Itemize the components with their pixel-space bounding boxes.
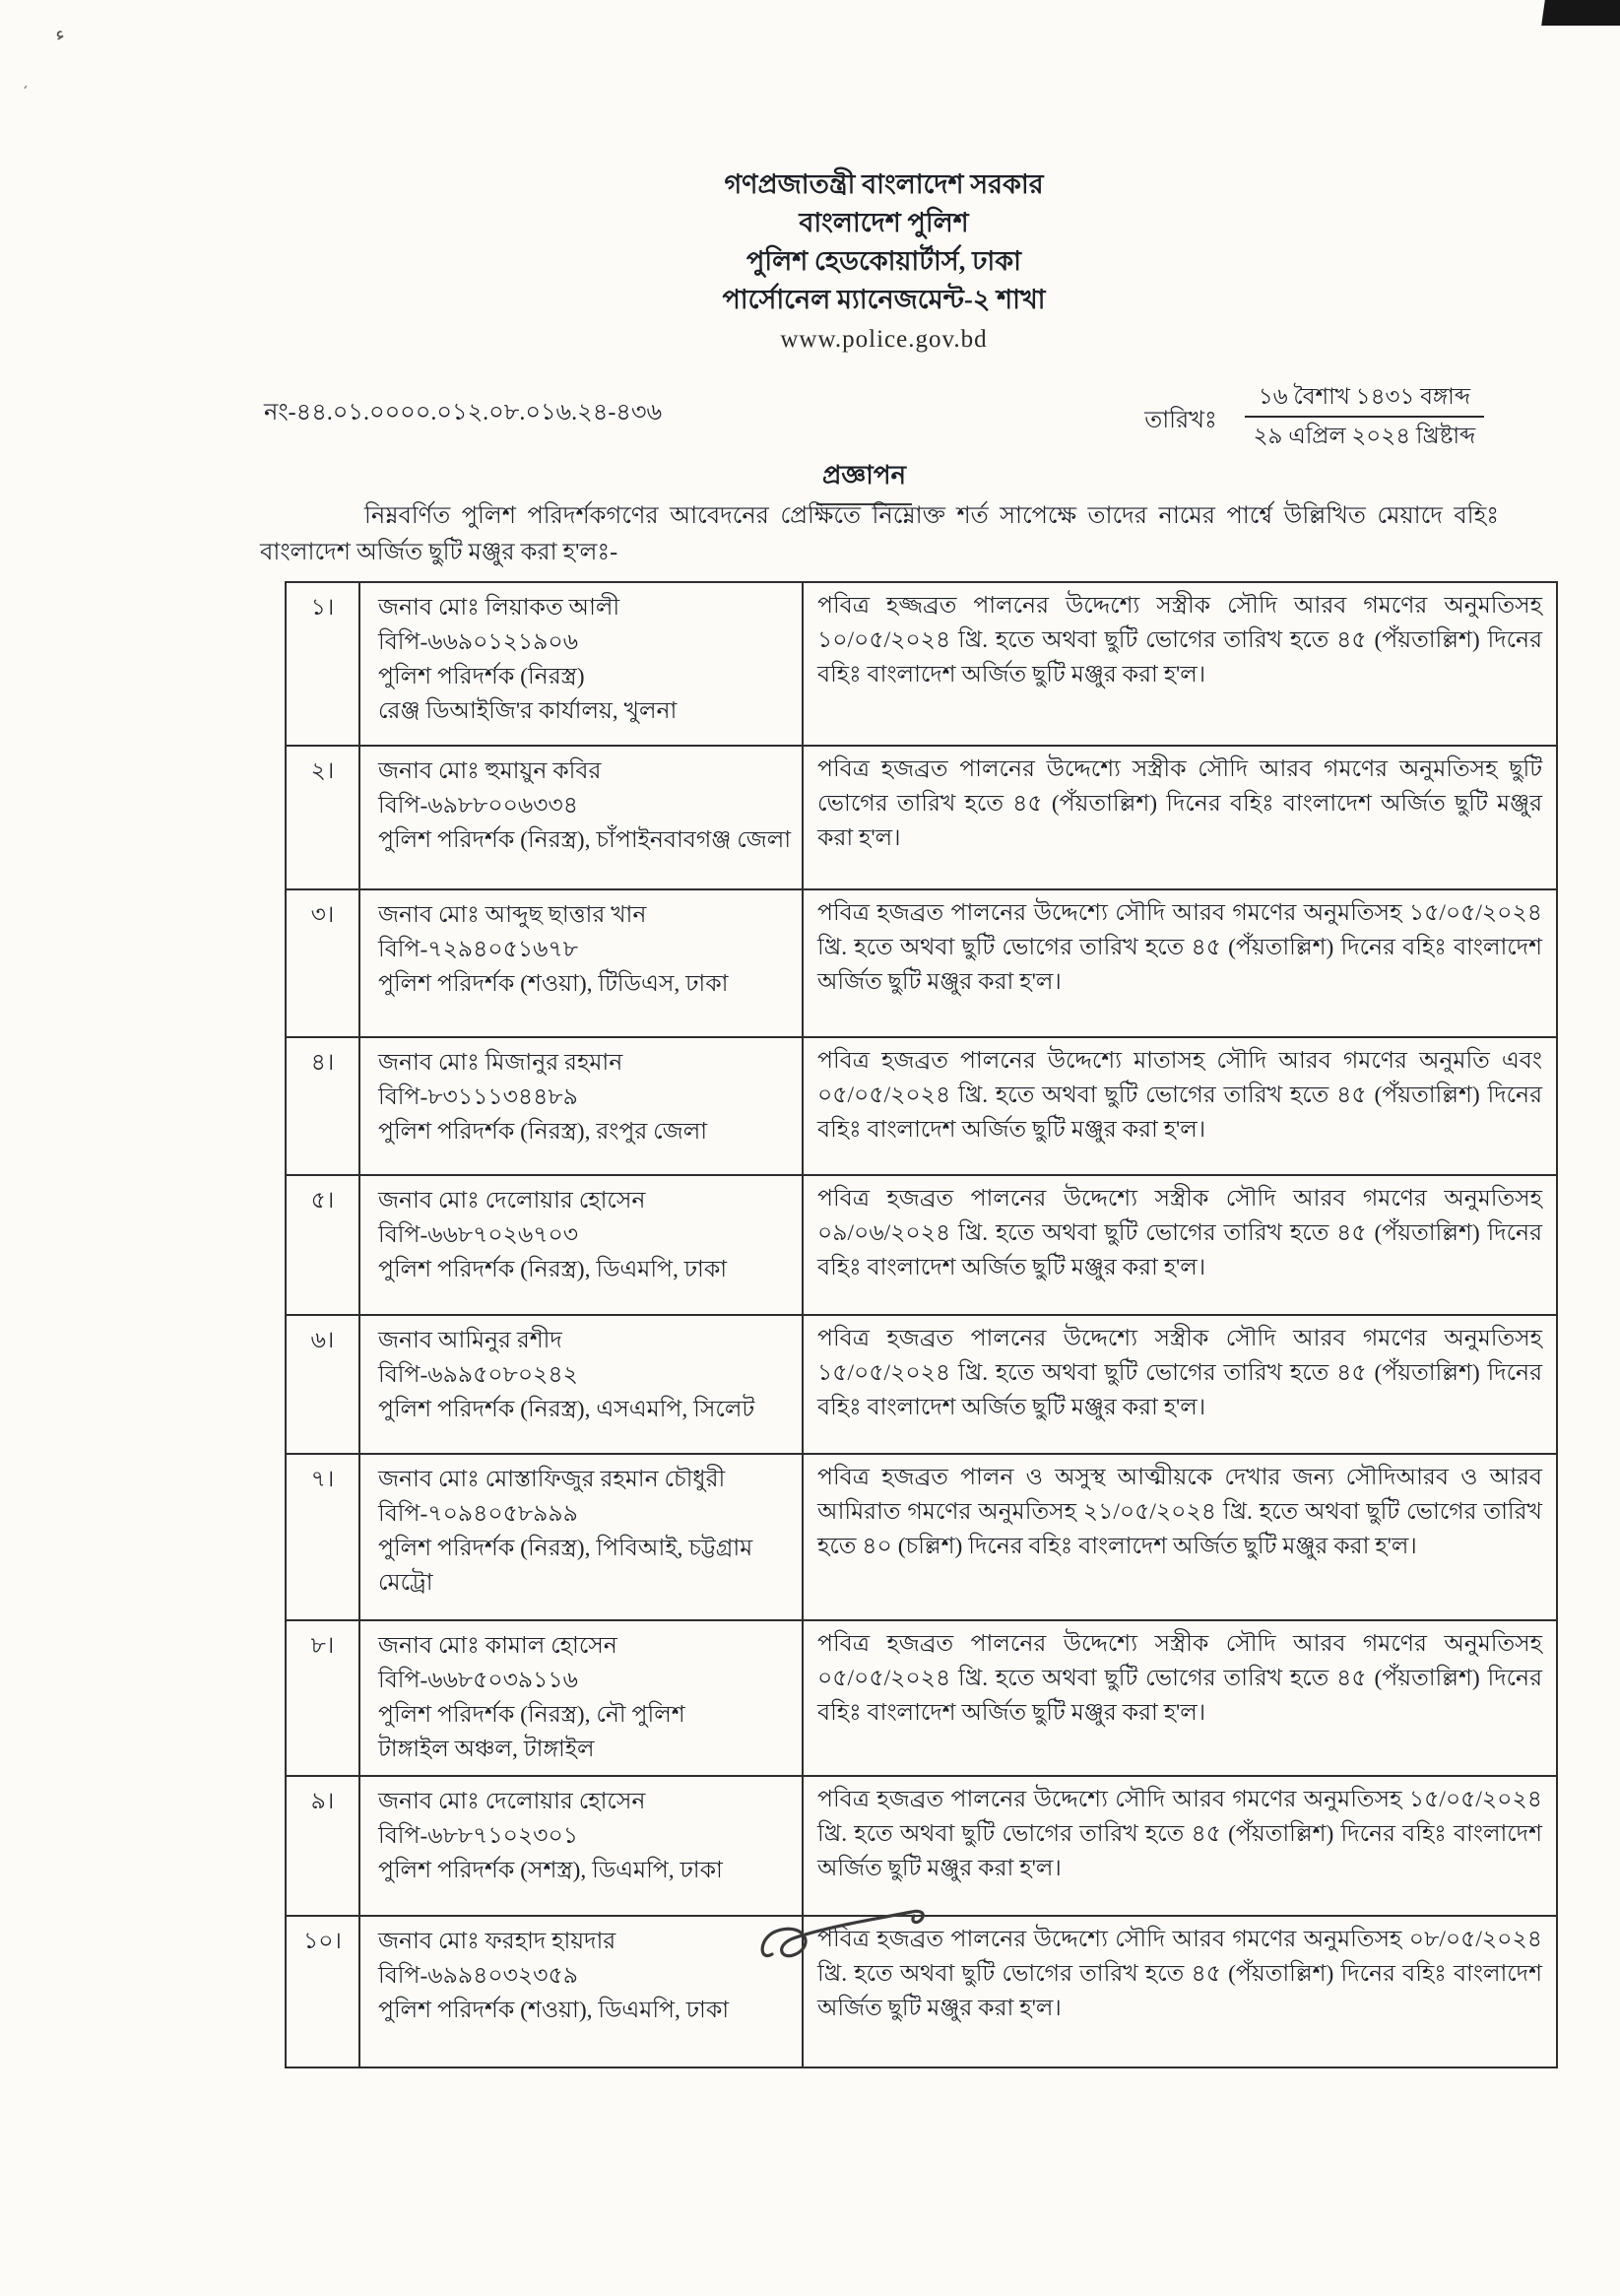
table-row [286,889,1557,1037]
officer-line: পুলিশ পরিদর্শক (নিরস্ত্র), নৌ পুলিশ [378,1702,685,1728]
order-cell: পবিত্র হজব্রত পালনের উদ্দেশ্যে সস্ত্রীক সৌদি আরব গমণের অনুমতিসহ ছুটি ভোগের তারিখ হতে ৪৫ (পঁয়তাল্লিশ) দিনের বহিঃ বাংলাদেশ অর্জিত ছুটি মঞ্জুর করা হ'ল। [803,746,1557,889]
pen-mark: ، [22,77,31,94]
website-url: www.police.gov.bd [780,326,988,353]
serial-cell: ৪। [286,1037,359,1175]
govt-name: গণপ্রজাতন্ত্রী বাংলাদেশ সরকার [724,169,1044,199]
officer-line: পুলিশ পরিদর্শক (নিরস্ত্র), ডিএমপি, ঢাকা [378,1257,728,1282]
officer-line: বিপি-৬৯৯৫০৮০২৪২ [378,1362,578,1388]
serial-cell: ২। [286,746,359,889]
officer-line: জনাব মোঃ কামাল হোসেন [378,1633,617,1659]
officer-line: বিপি-৭২৯৪০৫১৬৭৮ [378,937,578,962]
officer-line: বিপি-৬৬৯০১২১৯০৬ [378,629,578,655]
order-cell: পবিত্র হজব্রত পালনের উদ্দেশ্যে সস্ত্রীক সৌদি আরব গমণের অনুমতিসহ ০৯/০৬/২০২৪ খ্রি. হতে অথবা ছুটি ভোগের তারিখ হতে ৪৫ (পঁয়তাল্লিশ) দিনের বহিঃ বাংলাদেশ অর্জিত ছুটি মঞ্জুর করা হ'ল। [803,1175,1557,1315]
order-cell: পবিত্র হজব্রত পালনের উদ্দেশ্যে সৌদি আরব গমণের অনুমতিসহ ১৫/০৫/২০২৪ খ্রি. হতে অথবা ছুটি ভোগের তারিখ হতে ৪৫ (পঁয়তাল্লিশ) দিনের বহিঃ বাংলাদেশ অর্জিত ছুটি মঞ্জুর করা হ'ল। [803,1776,1557,1916]
order-cell: পবিত্র হজব্রত পালনের উদ্দেশ্যে মাতাসহ সৌদি আরব গমণের অনুমতি এবং ০৫/০৫/২০২৪ খ্রি. হতে অথবা ছুটি ভোগের তারিখ হতে ৪৫ (পঁয়তাল্লিশ) দিনের বহিঃ বাংলাদেশ অর্জিত ছুটি মঞ্জুর করা হ'ল। [803,1037,1557,1175]
date-gregorian: ২৯ এপ্রিল ২০২৪ খ্রিষ্টাব্দ [1253,424,1476,448]
officer-line: টাঙ্গাইল অঞ্চল, টাঙ্গাইল [378,1737,595,1762]
officer-line: পুলিশ পরিদর্শক (শওয়া), টিডিএস, ঢাকা [378,971,729,997]
date-bangla: ১৬ বৈশাখ ১৪৩১ বঙ্গাব্দ [1245,382,1484,418]
intro-paragraph: নিম্নবর্ণিত পুলিশ পরিদর্শকগণের আবেদনের প্রেক্ষিতে নিম্নোক্ত শর্ত সাপেক্ষে তাদের নামের পার্শ্বে উল্লিখিত মেয়াদে বহিঃ বাংলাদেশ অর্জিত ছুটি মঞ্জুর করা হ'লঃ- [260,503,1499,565]
table-row [286,1454,1557,1620]
officer-line: পুলিশ পরিদর্শক (নিরস্ত্র), এসএমপি, সিলেট [378,1397,755,1422]
officer-line: বিপি-৬৯৮৮০০৬৩৩৪ [378,793,578,819]
officer-cell [359,1776,803,1916]
order-cell: পবিত্র হজব্রত পালনের উদ্দেশ্যে সস্ত্রীক সৌদি আরব গমণের অনুমতিসহ ০৫/০৫/২০২৪ খ্রি. হতে অথবা ছুটি ভোগের তারিখ হতে ৪৫ (পঁয়তাল্লিশ) দিনের বহিঃ বাংলাদেশ অর্জিত ছুটি মঞ্জুর করা হ'ল। [803,1620,1557,1776]
document-title: প্রজ্ঞাপন [0,455,1620,505]
officer-line: জনাব মোঃ আব্দুছ ছাত্তার খান [378,902,647,928]
officer-cell [359,1916,803,2067]
order-cell: পবিত্র হজব্রত পালন ও অসুস্থ আত্মীয়কে দেখার জন্য সৌদিআরব ও আরব আমিরাত গমণের অনুমতিসহ ২১/০৫/২০২৪ খ্রি. হতে অথবা ছুটি ভোগের তারিখ হতে ৪০ (চল্লিশ) দিনের বহিঃ বাংলাদেশ অর্জিত ছুটি মঞ্জুর করা হ'ল। [803,1454,1557,1620]
leave-approval-table [285,581,1558,2068]
serial-cell: ৫। [286,1175,359,1315]
officer-line: বিপি-৬৮৮৭১০২৩০১ [378,1823,578,1849]
officer-line: পুলিশ পরিদর্শক (নিরস্ত্র) [378,664,585,689]
serial-cell: ৬। [286,1315,359,1454]
officer-line: বিপি-৮৩১১১৩৪৪৮৯ [378,1084,578,1110]
officer-line: বিপি-৭০৯৪০৫৮৯৯৯ [378,1501,578,1527]
officer-line: জনাব মোঃ লিয়াকত আলী [378,595,620,621]
order-cell: পবিত্র হজব্রত পালনের উদ্দেশ্যে সস্ত্রীক সৌদি আরব গমণের অনুমতিসহ ১৫/০৫/২০২৪ খ্রি. হতে অথবা ছুটি ভোগের তারিখ হতে ৪৫ (পঁয়তাল্লিশ) দিনের বহিঃ বাংলাদেশ অর্জিত ছুটি মঞ্জুর করা হ'ল। [803,1315,1557,1454]
office-name: পুলিশ হেডকোয়ার্টার্স, ঢাকা [746,246,1021,276]
serial-cell: ১০। [286,1916,359,2067]
leave-table-body [286,582,1557,2067]
serial-cell: ৭। [286,1454,359,1620]
table-row [286,1776,1557,1916]
table-row [286,1175,1557,1315]
officer-line: বিপি-৬৬৮৭০২৬৭০৩ [378,1222,579,1248]
serial-cell: ৯। [286,1776,359,1916]
date-block [1144,382,1484,451]
order-cell: পবিত্র হজব্রত পালনের উদ্দেশ্যে সৌদি আরব গমণের অনুমতিসহ ০৮/০৫/২০২৪ খ্রি. হতে অথবা ছুটি ভোগের তারিখ হতে ৪৫ (পঁয়তাল্লিশ) দিনের বহিঃ বাংলাদেশ অর্জিত ছুটি মঞ্জুর করা হ'ল। [803,1916,1557,2067]
officer-line: জনাব মোঃ দেলোয়ার হোসেন [378,1789,646,1814]
letterhead [148,165,1620,358]
officer-line: পুলিশ পরিদর্শক (শওয়া), ডিএমপি, ঢাকা [378,1998,730,2023]
scan-corner-artifact [1541,0,1620,26]
officer-cell [359,1454,803,1620]
date-stack [1245,382,1484,451]
officer-line: পুলিশ পরিদর্শক (সশস্ত্র), ডিএমপি, ঢাকা [378,1858,723,1883]
order-cell: পবিত্র হজ্জব্রত পালনের উদ্দেশ্যে সস্ত্রীক সৌদি আরব গমণের অনুমতিসহ ১০/০৫/২০২৪ খ্রি. হতে অথবা ছুটি ভোগের তারিখ হতে ৪৫ (পঁয়তাল্লিশ) দিনের বহিঃ বাংলাদেশ অর্জিত ছুটি মঞ্জুর করা হ'ল। [803,582,1557,746]
officer-cell [359,1315,803,1454]
officer-line: পুলিশ পরিদর্শক (নিরস্ত্র), রংপুর জেলা [378,1119,708,1145]
pen-mark: ء [53,23,67,46]
table-row [286,1315,1557,1454]
officer-cell [359,1620,803,1776]
org-name: বাংলাদেশ পুলিশ [799,208,969,237]
officer-line: পুলিশ পরিদর্শক (নিরস্ত্র), চাঁপাইনবাবগঞ্জ জেলা [378,827,792,853]
serial-cell: ৮। [286,1620,359,1776]
officer-cell [359,889,803,1037]
officer-cell [359,746,803,889]
branch-name: পার্সোনেল ম্যানেজমেন্ট-২ শাখা [722,285,1046,314]
officer-cell [359,1037,803,1175]
officer-line: বিপি-৬৬৮৫০৩৯১১৬ [378,1668,578,1693]
officer-line: জনাব আমিনুর রশীদ [378,1328,562,1353]
officer-line: জনাব মোঃ হুমায়ুন কবির [378,758,602,784]
officer-line: জনাব মোঃ ফরহাদ হায়দার [378,1929,616,1954]
officer-cell [359,1175,803,1315]
table-row [286,1037,1557,1175]
officer-line: বিপি-৬৯৯৪০৩২৩৫৯ [378,1963,578,1989]
memo-number: নং-৪৪.০১.০০০০.০১২.০৮.০১৬.২৪-৪৩৬ [264,400,663,426]
order-cell: পবিত্র হজব্রত পালনের উদ্দেশ্যে সৌদি আরব গমণের অনুমতিসহ ১৫/০৫/২০২৪ খ্রি. হতে অথবা ছুটি ভোগের তারিখ হতে ৪৫ (পঁয়তাল্লিশ) দিনের বহিঃ বাংলাদেশ অর্জিত ছুটি মঞ্জুর করা হ'ল। [803,889,1557,1037]
officer-line: পুলিশ পরিদর্শক (নিরস্ত্র), পিবিআই, চট্টগ্রাম মেট্রো [378,1536,753,1596]
signature [756,1899,943,1978]
officer-line: জনাব মোঃ দেলোয়ার হোসেন [378,1188,646,1214]
date-label: তারিখঃ [1144,408,1217,433]
table-row [286,1620,1557,1776]
table-row [286,582,1557,746]
officer-line: জনাব মোঃ মিজানুর রহমান [378,1050,623,1076]
table-row [286,746,1557,889]
serial-cell: ১। [286,582,359,746]
officer-line: জনাব মোঃ মোস্তাফিজুর রহমান চৌধুরী [378,1467,726,1492]
officer-cell [359,582,803,746]
serial-cell: ৩। [286,889,359,1037]
officer-line: রেঞ্জ ডিআইজি'র কার্যালয়, খুলনা [378,698,678,724]
